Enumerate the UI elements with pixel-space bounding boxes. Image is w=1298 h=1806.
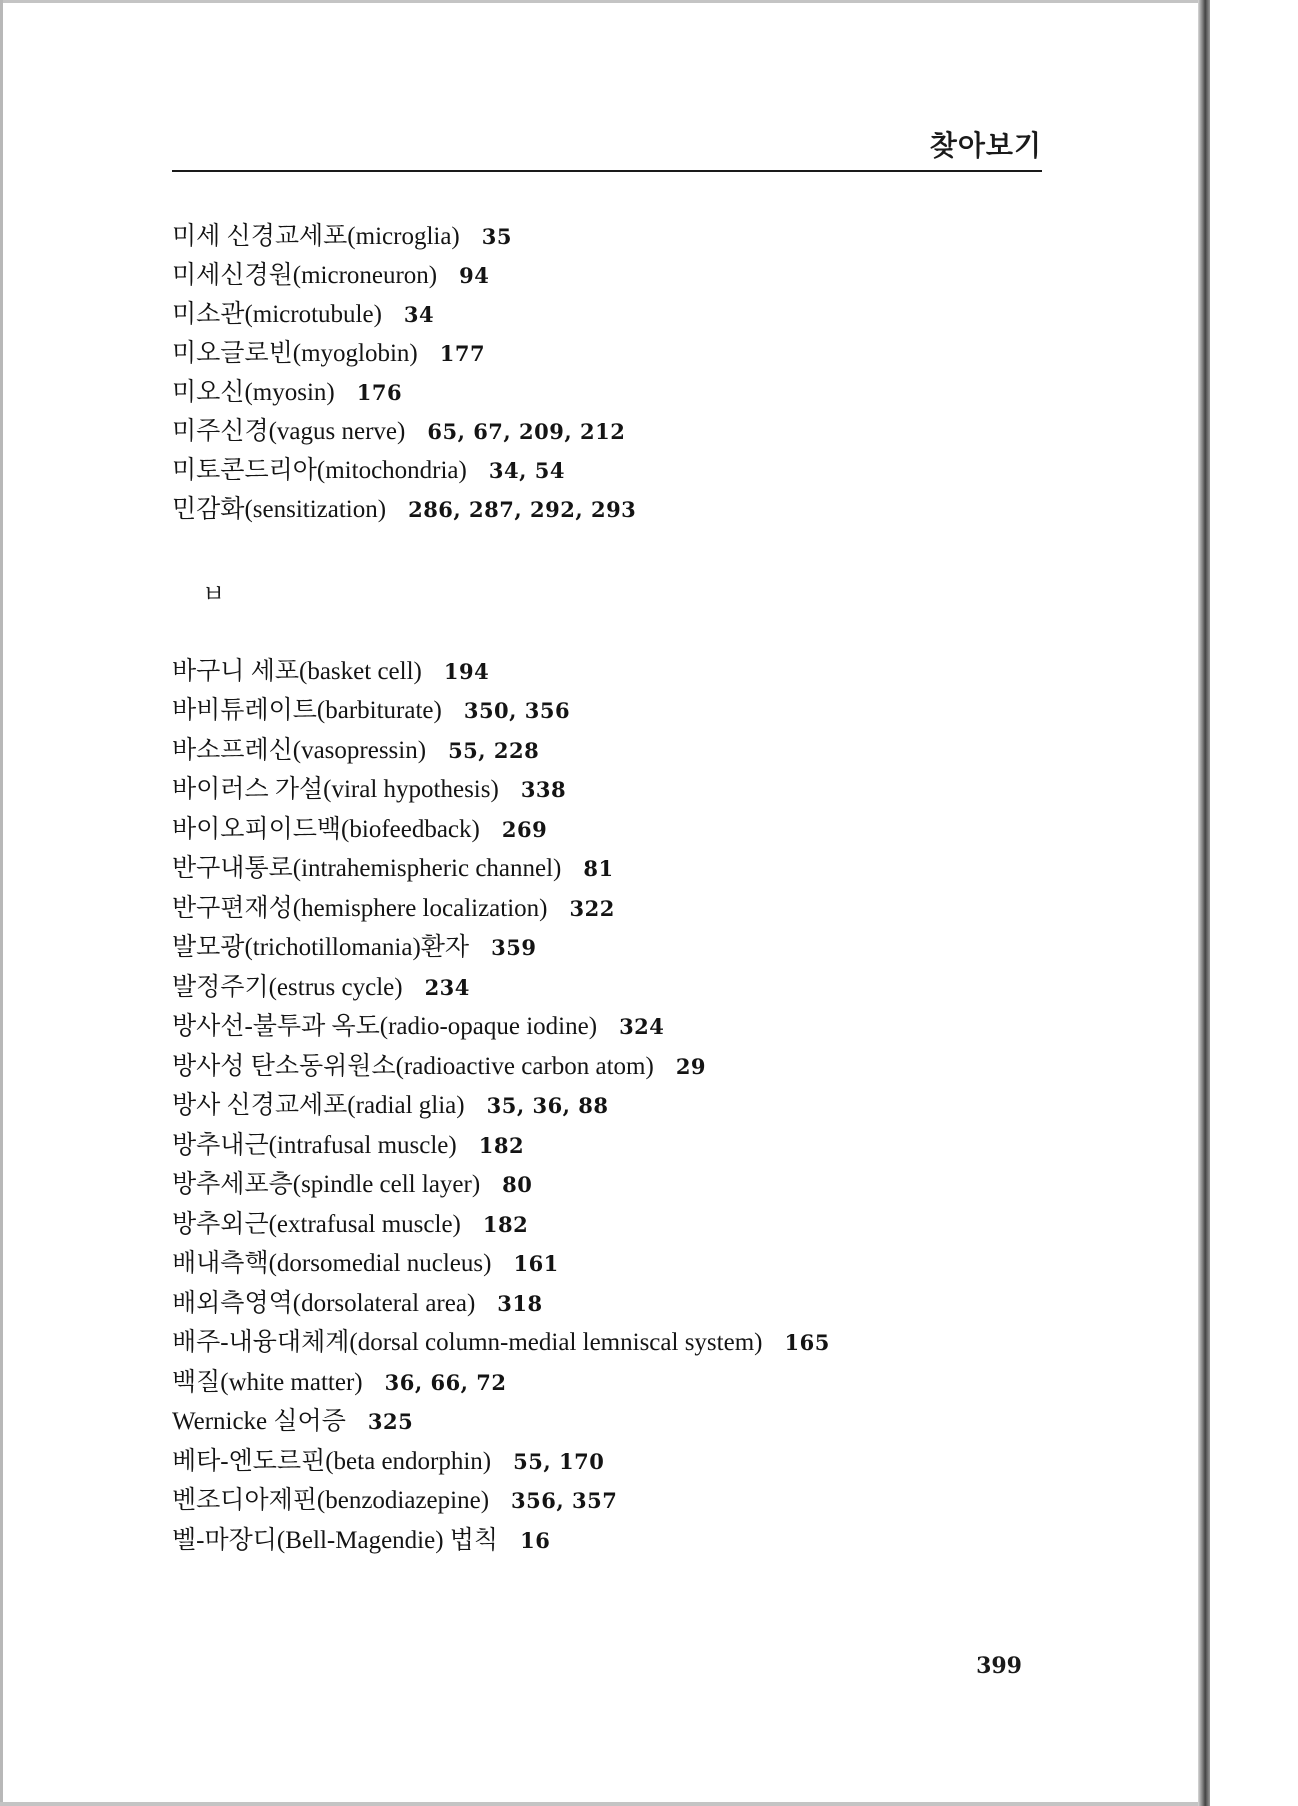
index-term: 벤조디아제핀(benzodiazepine) bbox=[172, 1487, 490, 1514]
index-entry bbox=[172, 693, 570, 729]
page-edge-shadow bbox=[1198, 0, 1210, 1806]
index-entry bbox=[172, 1009, 664, 1045]
index-entry bbox=[172, 1404, 413, 1440]
index-term: Wernicke 실어증 bbox=[172, 1408, 346, 1435]
index-term: 방사 신경교세포(radial glia) bbox=[172, 1092, 465, 1119]
index-pages: 55, 170 bbox=[513, 1449, 605, 1474]
index-pages: 55, 228 bbox=[448, 738, 540, 763]
index-entry bbox=[172, 414, 625, 450]
index-pages: 176 bbox=[356, 380, 403, 405]
index-term: 배내측핵(dorsomedial nucleus) bbox=[172, 1250, 492, 1277]
index-entry bbox=[172, 1207, 528, 1243]
index-entry bbox=[172, 1246, 559, 1282]
index-term: 미오글로빈(myoglobin) bbox=[172, 340, 418, 367]
page-border-bottom bbox=[0, 1802, 1210, 1806]
index-entry bbox=[172, 851, 614, 887]
index-pages: 65, 67, 209, 212 bbox=[427, 419, 626, 444]
index-entry bbox=[172, 891, 615, 927]
index-entry bbox=[172, 336, 485, 372]
index-term: 바구니 세포(basket cell) bbox=[172, 658, 422, 685]
index-term: 배주-내융대체계(dorsal column-medial lemniscal system) bbox=[172, 1329, 763, 1356]
index-term: 미주신경(vagus nerve) bbox=[172, 418, 406, 445]
index-term: 미세 신경교세포(microglia) bbox=[172, 223, 460, 250]
index-entry bbox=[172, 1523, 550, 1559]
index-entry bbox=[172, 772, 566, 808]
index-pages: 322 bbox=[569, 896, 615, 921]
index-pages: 36, 66, 72 bbox=[384, 1370, 507, 1395]
index-pages: 94 bbox=[459, 263, 490, 288]
index-pages: 81 bbox=[583, 856, 614, 881]
index-term: 방추외근(extrafusal muscle) bbox=[172, 1211, 461, 1238]
page-number: 399 bbox=[976, 1653, 1022, 1679]
index-entry bbox=[172, 258, 489, 294]
index-entry bbox=[172, 453, 565, 489]
section-heading-letter: ㅂ bbox=[202, 580, 226, 608]
index-term: 바비튜레이트(barbiturate) bbox=[172, 697, 442, 724]
index-pages: 165 bbox=[784, 1330, 830, 1355]
index-entry bbox=[172, 492, 636, 528]
index-term: 반구편재성(hemisphere localization) bbox=[172, 895, 548, 922]
index-term: 바이오피이드백(biofeedback) bbox=[172, 816, 480, 843]
index-pages: 318 bbox=[497, 1291, 543, 1316]
index-term: 발정주기(estrus cycle) bbox=[172, 974, 403, 1001]
index-entry bbox=[172, 1286, 543, 1322]
index-term: 배외측영역(dorsolateral area) bbox=[172, 1290, 476, 1317]
index-entry bbox=[172, 1483, 617, 1519]
index-term: 방사성 탄소동위원소(radioactive carbon atom) bbox=[172, 1053, 654, 1080]
index-pages: 356, 357 bbox=[511, 1488, 618, 1513]
index-entry bbox=[172, 219, 512, 255]
index-term: 미오신(myosin) bbox=[172, 379, 335, 406]
index-term: 미소관(microtubule) bbox=[172, 301, 382, 328]
index-pages: 161 bbox=[513, 1251, 559, 1276]
index-entry bbox=[172, 970, 470, 1006]
index-entry bbox=[172, 812, 547, 848]
index-term: 발모광(trichotillomania)환자 bbox=[172, 934, 470, 961]
page-border-top bbox=[0, 0, 1210, 3]
index-entry bbox=[172, 930, 536, 966]
page-outside bbox=[1210, 0, 1298, 1806]
index-entry bbox=[172, 1088, 609, 1124]
index-term: 미토콘드리아(mitochondria) bbox=[172, 457, 467, 484]
index-term: 벨-마장디(Bell-Magendie) 법칙 bbox=[172, 1527, 499, 1554]
index-entry bbox=[172, 1049, 706, 1085]
index-entry bbox=[172, 1128, 524, 1164]
index-pages: 34 bbox=[403, 302, 435, 327]
index-pages: 34, 54 bbox=[488, 458, 565, 483]
index-term: 방사선-불투과 옥도(radio-opaque iodine) bbox=[172, 1013, 598, 1040]
index-pages: 234 bbox=[424, 975, 470, 1000]
index-pages: 29 bbox=[675, 1054, 707, 1079]
index-pages: 359 bbox=[491, 935, 537, 960]
index-pages: 35 bbox=[481, 224, 512, 249]
index-pages: 16 bbox=[520, 1528, 551, 1553]
index-entry bbox=[172, 1167, 532, 1203]
index-term: 베타-엔도르핀(beta endorphin) bbox=[172, 1448, 492, 1475]
index-pages: 80 bbox=[502, 1172, 533, 1197]
index-entry bbox=[172, 1365, 507, 1401]
index-pages: 324 bbox=[619, 1014, 665, 1039]
index-entry bbox=[172, 733, 539, 769]
index-pages: 177 bbox=[439, 341, 486, 366]
index-pages: 286, 287, 292, 293 bbox=[408, 497, 637, 522]
index-term: 백질(white matter) bbox=[172, 1369, 363, 1396]
index-term: 미세신경원(microneuron) bbox=[172, 262, 438, 289]
page-border-left bbox=[0, 0, 3, 1806]
index-entry bbox=[172, 654, 489, 690]
index-pages: 325 bbox=[367, 1409, 414, 1434]
index-term: 민감화(sensitization) bbox=[172, 496, 387, 523]
index-pages: 350, 356 bbox=[463, 698, 571, 723]
index-entry bbox=[172, 375, 402, 411]
index-term: 방추세포층(spindle cell layer) bbox=[172, 1171, 481, 1198]
header-rule bbox=[172, 170, 1042, 172]
index-term: 바이러스 가설(viral hypothesis) bbox=[172, 776, 499, 803]
index-term: 방추내근(intrafusal muscle) bbox=[172, 1132, 457, 1159]
index-pages: 269 bbox=[501, 817, 548, 842]
index-pages: 35, 36, 88 bbox=[486, 1093, 609, 1118]
running-head: 찾아보기 bbox=[929, 129, 1042, 162]
index-term: 바소프레신(vasopressin) bbox=[172, 737, 427, 764]
index-pages: 182 bbox=[478, 1133, 525, 1158]
index-pages: 194 bbox=[443, 659, 490, 684]
index-entry bbox=[172, 1444, 604, 1480]
index-entry bbox=[172, 1325, 830, 1361]
index-pages: 182 bbox=[482, 1212, 529, 1237]
index-pages: 338 bbox=[520, 777, 567, 802]
index-term: 반구내통로(intrahemispheric channel) bbox=[172, 855, 562, 882]
index-entry bbox=[172, 297, 434, 333]
